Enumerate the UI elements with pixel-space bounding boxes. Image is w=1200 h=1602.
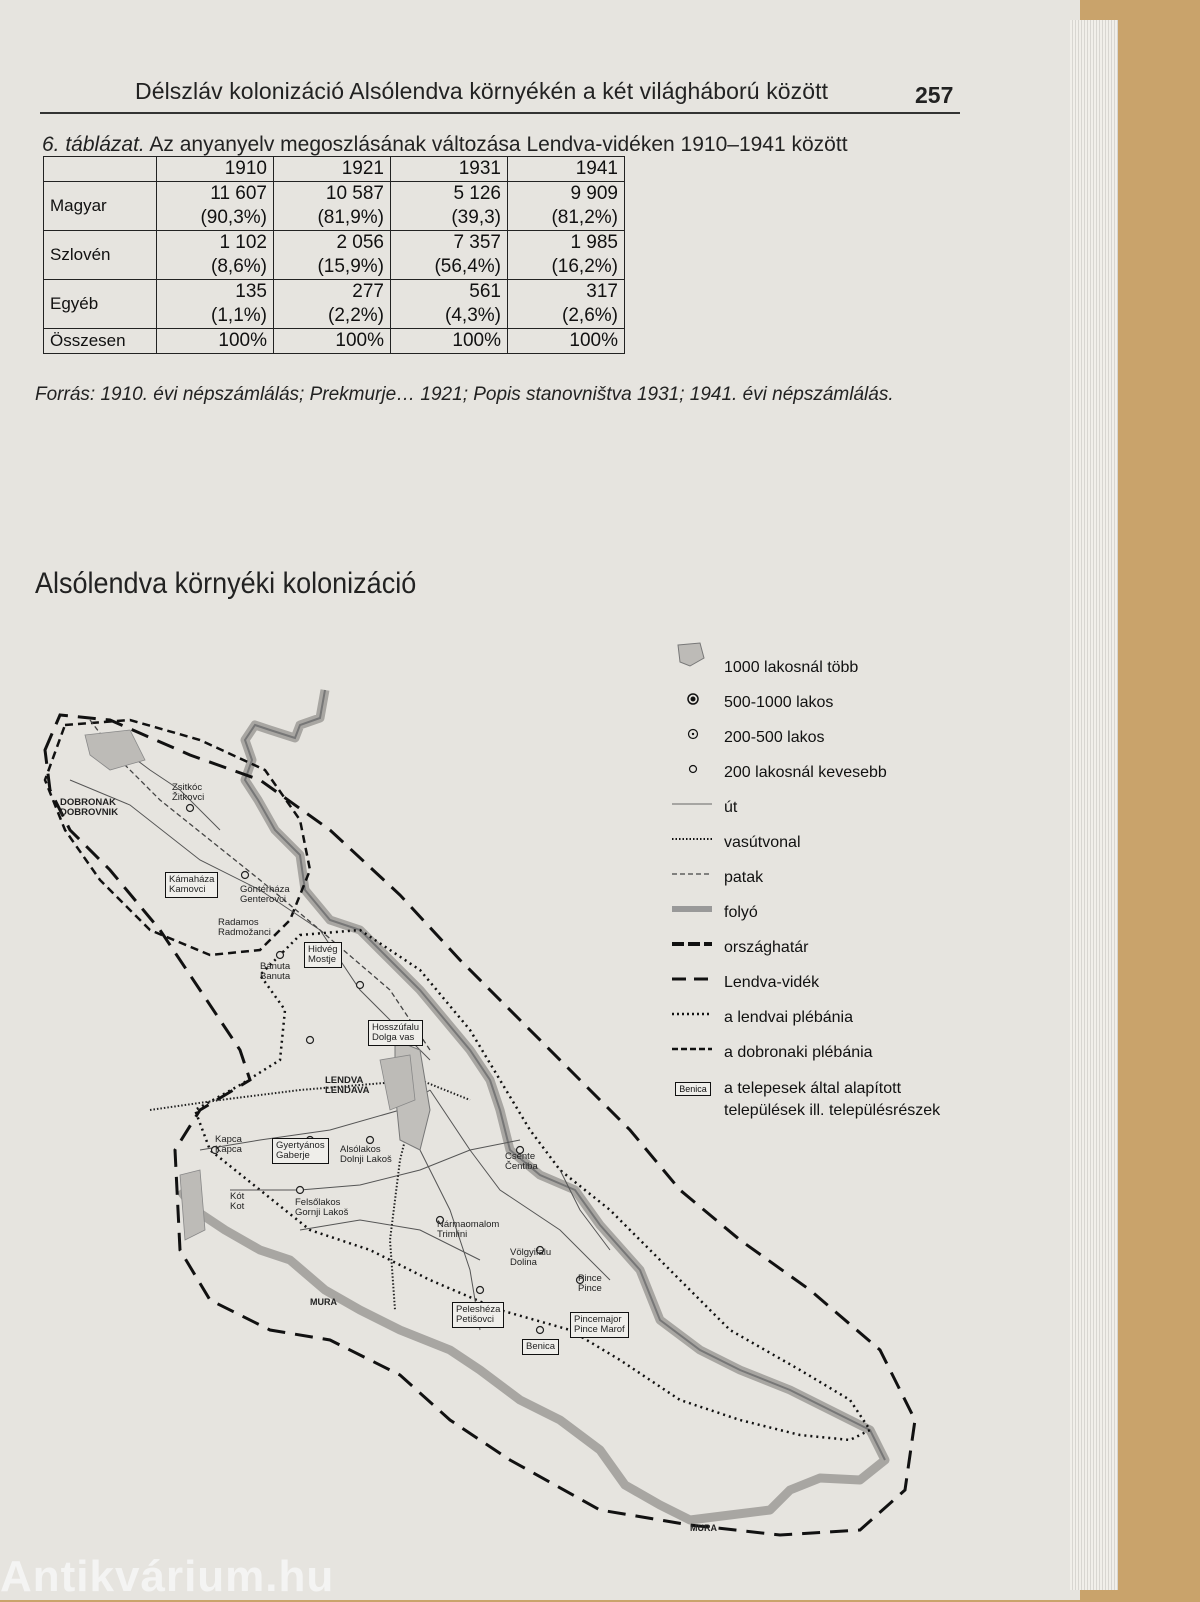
legend-item bbox=[668, 690, 833, 716]
legend-item bbox=[668, 935, 809, 961]
row-label: Magyar bbox=[44, 182, 157, 231]
place-label: Radamos Radmožanci bbox=[218, 917, 271, 938]
row-label: Szlovén bbox=[44, 231, 157, 280]
cell-percent: (16,2%) bbox=[551, 256, 618, 277]
cell-percent: (1,1%) bbox=[211, 305, 267, 326]
legend-item bbox=[668, 795, 737, 821]
cell-count: 5 126 bbox=[453, 183, 501, 204]
table-cell bbox=[508, 231, 625, 280]
cell-percent: (4,3%) bbox=[445, 305, 501, 326]
map-title: Alsólendva környéki kolonizáció bbox=[35, 567, 417, 600]
table-total-row bbox=[44, 329, 625, 354]
cell-percent: (81,2%) bbox=[551, 207, 618, 228]
legend-label: a lendvai plébánia bbox=[724, 1009, 853, 1026]
legend-item bbox=[668, 830, 801, 856]
place-label: LENDVA LENDAVA bbox=[325, 1075, 370, 1096]
place-label: Pince Pince bbox=[578, 1273, 602, 1294]
place-label: DOBRONAK DOBROVNIK bbox=[60, 797, 119, 818]
legend-item bbox=[668, 1005, 853, 1031]
table-cell bbox=[508, 280, 625, 329]
place-label: Bánuta Banuta bbox=[260, 961, 291, 982]
cell-percent: (2,2%) bbox=[328, 305, 384, 326]
table-cell bbox=[157, 231, 274, 280]
settler-place-label: Kámaháza Kamovci bbox=[165, 872, 218, 898]
cell-count: 317 bbox=[586, 281, 618, 302]
legend-item bbox=[668, 655, 858, 681]
table-cell bbox=[274, 280, 391, 329]
year-header: 1910 bbox=[157, 157, 274, 182]
settler-place-label: Pincemajor Pince Marof bbox=[570, 1312, 629, 1338]
year-header: 1931 bbox=[391, 157, 508, 182]
row-label: Egyéb bbox=[44, 280, 157, 329]
table-cell bbox=[391, 182, 508, 231]
place-label: Nármaomalom Trimlini bbox=[437, 1219, 500, 1240]
row-label: Összesen bbox=[44, 329, 157, 354]
table-header-row bbox=[44, 157, 625, 182]
legend-label: 200-500 lakos bbox=[724, 729, 825, 746]
language-table bbox=[43, 156, 625, 354]
legend-label: 200 lakosnál kevesebb bbox=[724, 764, 887, 781]
legend-label: 1000 lakosnál több bbox=[724, 659, 859, 676]
place-label: Göntérháza Genterovci bbox=[240, 884, 290, 905]
table-source-note: Forrás: 1910. évi népszámlálás; Prekmurje… 1921; Popis stanovništva 1931; 1941. évi népszámlálás. bbox=[35, 384, 894, 405]
cell-count: 561 bbox=[469, 281, 501, 302]
legend-item bbox=[668, 760, 887, 786]
place-label: Völgyifalu Dolina bbox=[510, 1247, 552, 1268]
page-number: 257 bbox=[915, 82, 954, 108]
legend-item bbox=[668, 865, 763, 891]
table-row bbox=[44, 182, 625, 231]
settler-place-label: Hosszúfalu Dolga vas bbox=[368, 1020, 423, 1046]
cell-percent: (15,9%) bbox=[317, 256, 384, 277]
year-header: 1941 bbox=[508, 157, 625, 182]
table-cell bbox=[157, 182, 274, 231]
cell-count: 11 607 bbox=[210, 183, 267, 204]
cell-percent: (2,6%) bbox=[562, 305, 618, 326]
watermark: Antikvárium.hu bbox=[0, 1552, 335, 1601]
page-edges bbox=[1070, 20, 1118, 1590]
place-label: Alsólakos Dolnji Lakoš bbox=[340, 1144, 392, 1165]
cell-percent: (8,6%) bbox=[211, 256, 267, 277]
legend-label: országhatár bbox=[724, 939, 809, 956]
table-cell: 100% bbox=[391, 329, 508, 354]
table-cell bbox=[391, 280, 508, 329]
cell-count: 9 909 bbox=[570, 183, 618, 204]
table-cell bbox=[274, 231, 391, 280]
table-corner-cell bbox=[44, 157, 157, 182]
place-label: Kapca Kapca bbox=[215, 1134, 242, 1155]
cell-count: 1 985 bbox=[570, 232, 618, 253]
river-label: MURA bbox=[690, 1523, 717, 1533]
cell-count: 10 587 bbox=[325, 183, 384, 204]
settler-place-label: Peleshéza Petišovci bbox=[452, 1302, 504, 1328]
cell-count: 1 102 bbox=[219, 232, 267, 253]
cell-count: 7 357 bbox=[453, 232, 501, 253]
legend-label: a telepesek által alapított települések ill. településrészek bbox=[724, 1080, 941, 1119]
table-caption-text: Az anyanyelv megoszlásának változása Lendva-vidéken 1910–1941 között bbox=[144, 133, 848, 156]
legend-label: vasútvonal bbox=[724, 834, 801, 851]
table-cell bbox=[274, 182, 391, 231]
legend-item bbox=[668, 725, 825, 751]
table-cell bbox=[508, 182, 625, 231]
year-header: 1921 bbox=[274, 157, 391, 182]
table-cell: 100% bbox=[157, 329, 274, 354]
settler-place-label: Gyertyános Gaberje bbox=[272, 1138, 329, 1164]
legend-label: patak bbox=[724, 869, 764, 886]
table-caption bbox=[42, 133, 848, 157]
cell-percent: (56,4%) bbox=[434, 256, 501, 277]
legend-label: a dobronaki plébánia bbox=[724, 1044, 873, 1061]
settler-place-label: Benica bbox=[522, 1339, 559, 1355]
legend-label: 500-1000 lakos bbox=[724, 694, 834, 711]
legend-label: Lendva-vidék bbox=[724, 974, 820, 991]
place-label: Felsőlakos Gornji Lakoš bbox=[295, 1197, 349, 1218]
table-cell: 100% bbox=[508, 329, 625, 354]
legend-item bbox=[668, 900, 758, 926]
table-cell: 100% bbox=[274, 329, 391, 354]
table-cell bbox=[157, 280, 274, 329]
cell-percent: (90,3%) bbox=[200, 207, 267, 228]
settler-box-icon: Benica bbox=[675, 1082, 711, 1096]
cell-percent: (39,3) bbox=[451, 207, 501, 228]
table-caption-prefix: 6. táblázat. bbox=[42, 133, 145, 156]
cell-count: 277 bbox=[352, 281, 384, 302]
legend-label: út bbox=[724, 799, 738, 816]
running-header: Délszláv kolonizáció Alsólendva környékén a két világháború között bbox=[135, 78, 829, 104]
header-rule bbox=[40, 112, 960, 114]
table-row bbox=[44, 231, 625, 280]
table-row bbox=[44, 280, 625, 329]
cell-count: 135 bbox=[235, 281, 267, 302]
legend-item bbox=[668, 970, 819, 996]
legend-label: folyó bbox=[724, 904, 758, 921]
river-label: MURA bbox=[310, 1297, 337, 1307]
table-cell bbox=[391, 231, 508, 280]
cell-count: 2 056 bbox=[336, 232, 384, 253]
place-label: Zsitkóc Žitkovci bbox=[172, 782, 205, 803]
legend-item bbox=[668, 1078, 940, 1124]
settler-place-label: Hidvég Mostje bbox=[304, 942, 342, 968]
legend-item bbox=[668, 1040, 873, 1066]
place-label: Csente Čentiba bbox=[505, 1151, 538, 1172]
place-label: Kót Kot bbox=[230, 1191, 245, 1212]
road-network bbox=[70, 740, 610, 1330]
cell-percent: (81,9%) bbox=[317, 207, 384, 228]
